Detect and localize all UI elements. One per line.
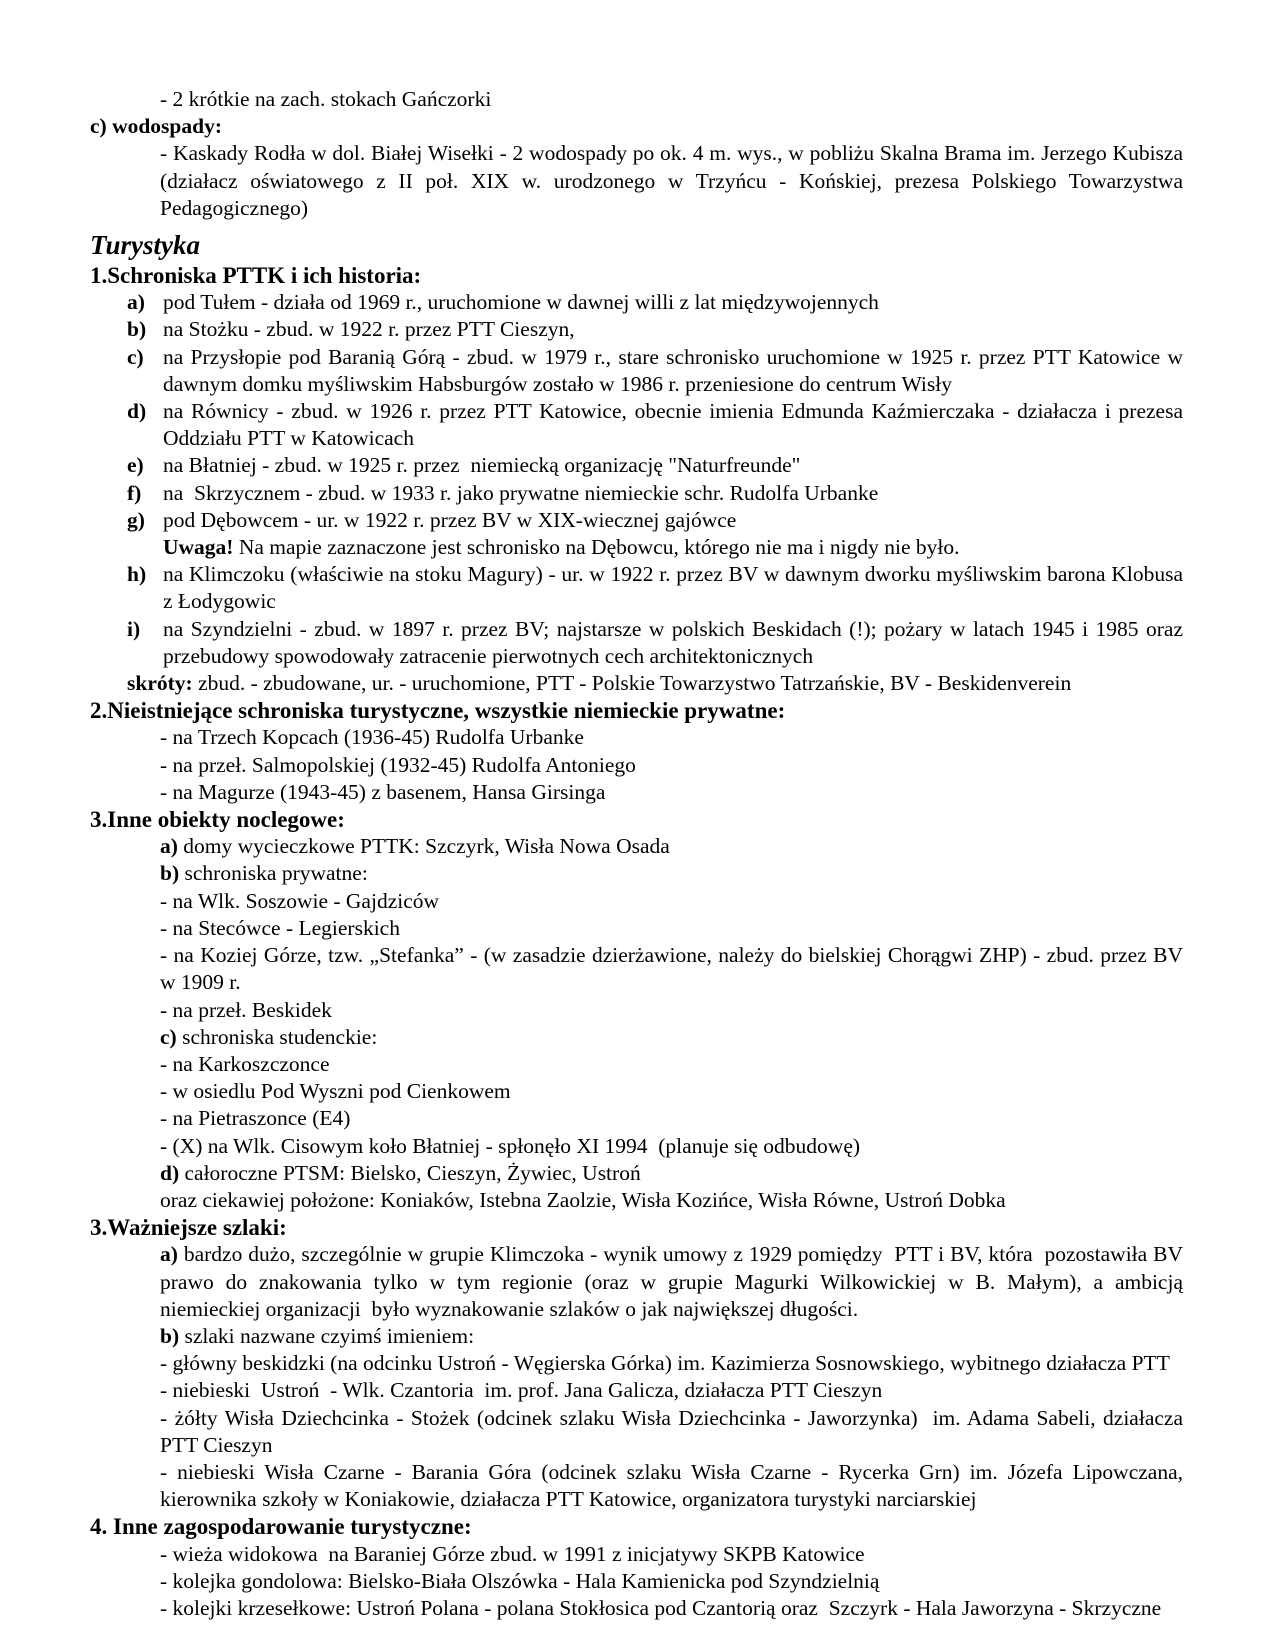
text-line <box>90 616 1189 670</box>
bold-lead: Uwaga! <box>163 535 234 560</box>
text-run: domy wycieczkowe PTTK: Szczyrk, Wisła Nowa Osada <box>177 834 670 859</box>
text-run: oraz ciekawiej położone: Koniaków, Istebna Zaolzie, Wisła Kozińce, Wisła Równe, Ustroń Dobka <box>160 1187 1006 1212</box>
text-line <box>90 942 1189 996</box>
list-marker: d) <box>127 399 147 424</box>
list-marker: g) <box>127 507 145 532</box>
text-run: - niebieski Ustroń - Wlk. Czantoria im. prof. Jana Galicza, działacza PTT Cieszyn <box>160 1378 883 1403</box>
text-run: - na przeł. Salmopolskiej (1932-45) Rudolfa Antoniego <box>160 752 636 777</box>
section-heading <box>90 1214 1183 1241</box>
text-line <box>90 344 1189 398</box>
text-run: c) wodospady: <box>90 114 223 139</box>
text-run: - niebieski Wisła Czarne - Barania Góra (odcinek szlaku Wisła Czarne - Rycerka Grn) im. Józefa Lipowczana, kierownika szkoły w Koniakowie, działacza PTT Katowice, organizatora turystyki narciarskiej <box>160 1459 1189 1512</box>
text-run: Na mapie zaznaczone jest schronisko na Dębowcu, którego nie ma i nigdy nie było. <box>233 535 960 560</box>
text-run: - w osiedlu Pod Wyszni pod Cienkowem <box>160 1079 511 1104</box>
text-run: szlaki nazwane czyimś imieniem: <box>179 1323 475 1348</box>
text-run: - (X) na Wlk. Cisowym koło Błatniej - spłonęło XI 1994 (planuje się odbudowę) <box>160 1133 861 1158</box>
text-run: na Klimczoku (właściwie na stoku Magury) - ur. w 1922 r. przez BV w dawnym dworku myśliwskim barona Klobusa z Łodygowic <box>163 562 1189 614</box>
text-run: - na Karkoszczonce <box>160 1051 330 1076</box>
text-line <box>90 480 1183 507</box>
text-line <box>90 833 1183 860</box>
text-line <box>90 452 1183 479</box>
text-run: na Równicy - zbud. w 1926 r. przez PTT Katowice, obecnie imienia Edmunda Kaźmierczaka - działacza i prezesa Oddziału PTT w Katowicach <box>163 399 1189 451</box>
text-run: pod Dębowcem - ur. w 1922 r. przez BV w XIX-wiecznej gajówce <box>163 507 737 532</box>
text-run: na Stożku - zbud. w 1922 r. przez PTT Cieszyn, <box>163 317 575 342</box>
list-marker: c) <box>127 344 144 369</box>
list-marker: i) <box>127 616 141 641</box>
text-run: - Kaskady Rodła w dol. Białej Wisełki - 2 wodospady po ok. 4 m. wys., w pobliżu Skalna Brama im. Jerzego Kubisza (działacz oświatowego z II poł. XIX w. urodzonego w Trzyńcu - Końskiej, prezesa Polskiego Towarzystwa Pedagogicznego) <box>160 141 1189 220</box>
bold-lead: skróty: <box>127 671 193 696</box>
text-run: - główny beskidzki (na odcinku Ustroń - Węgierska Górka) im. Kazimierza Sosnowskiego, wybitnego działacza PTT <box>160 1351 1170 1376</box>
text-run: pod Tułem - działa od 1969 r., uruchomione w dawnej willi z lat międzywojennych <box>163 290 879 315</box>
text-line <box>90 888 1183 915</box>
text-line <box>90 997 1183 1024</box>
text-line <box>90 724 1183 751</box>
text-run: na Skrzycznem - zbud. w 1933 r. jako prywatne niemieckie schr. Rudolfa Urbanke <box>163 480 879 505</box>
list-marker: e) <box>127 453 144 478</box>
text-run: schroniska studenckie: <box>176 1024 378 1049</box>
text-run: 3.Ważniejsze szlaki: <box>90 1215 287 1241</box>
text-line <box>90 1350 1183 1377</box>
bold-lead: c) <box>160 1024 177 1049</box>
text-run: - żółty Wisła Dziechcinka - Stożek (odcinek szlaku Wisła Dziechcinka - Jaworzynka) im. Adama Sabeli, działacza PTT Cieszyn <box>160 1405 1189 1457</box>
text-run: zbud. - zbudowane, ur. - uruchomione, PTT - Polskie Towarzystwo Tatrzańskie, BV - Beskidenverein <box>192 671 1072 696</box>
text-line <box>90 1187 1183 1214</box>
text-run: - na Wlk. Soszowie - Gajdziców <box>160 888 440 913</box>
list-marker: f) <box>127 480 142 505</box>
text-run: - kolejki krzesełkowe: Ustroń Polana - polana Stokłosica pod Czantorią oraz Szczyrk - Hala Jaworzyna - Skrzyczne <box>160 1595 1162 1620</box>
text-line <box>90 1024 1183 1051</box>
bold-lead: b) <box>160 1323 180 1348</box>
text-line <box>90 1241 1189 1323</box>
text-run: bardzo dużo, szczególnie w grupie Klimczoka - wynik umowy z 1929 pomiędzy PTT i BV, która pozostawiła BV prawo do znakowania tylko w tym regionie (oraz w grupie Magurki Wilkowickiej w B. Małym), a ambicją niemieckiej organizacji było wyznakowanie szlaków o jak największej długości. <box>160 1242 1189 1321</box>
text-line <box>90 1541 1183 1568</box>
text-line <box>90 507 1183 534</box>
text-line <box>90 289 1183 316</box>
text-run: - na Koziej Górze, tzw. „Stefanka” - (w zasadzie dzierżawione, należy do bielskiej Chorągwi ZHP) - zbud. przez BV w 1909 r. <box>160 943 1189 995</box>
text-line <box>90 1377 1183 1404</box>
sub-heading <box>90 113 1183 140</box>
text-run: na Szyndzielni - zbud. w 1897 r. przez BV; najstarsze w polskich Beskidach (!); pożary w latach 1945 i 1985 oraz przebudowy spowodowały zatracenie pierwotnych cech architektonicznych <box>163 616 1189 668</box>
bold-lead: d) <box>160 1160 180 1185</box>
text-run: - na Stecówce - Legierskich <box>160 915 400 940</box>
bold-lead: a) <box>160 834 178 859</box>
text-line <box>90 670 1183 697</box>
text-run: - kolejka gondolowa: Bielsko-Biała Olszówka - Hala Kamienicka pod Szyndzielnią <box>160 1568 880 1593</box>
text-line <box>90 140 1189 222</box>
page-title <box>90 228 1183 262</box>
text-line <box>90 1459 1189 1513</box>
text-line <box>90 1405 1189 1459</box>
text-line <box>90 1160 1183 1187</box>
section-heading <box>90 806 1183 833</box>
text-run: - na Pietraszonce (E4) <box>160 1106 351 1131</box>
text-line <box>90 1568 1183 1595</box>
text-line <box>90 915 1183 942</box>
text-run: - na Trzech Kopcach (1936-45) Rudolfa Urbanke <box>160 725 584 750</box>
text-line <box>90 1323 1183 1350</box>
text-run: 2.Nieistniejące schroniska turystyczne, wszystkie niemieckie prywatne: <box>90 698 786 724</box>
text-line <box>90 86 1183 113</box>
text-line <box>90 1105 1183 1132</box>
bold-lead: b) <box>160 861 180 886</box>
text-line <box>90 534 1183 561</box>
text-run: Turystyka <box>90 230 200 261</box>
text-run: na Przysłopie pod Baranią Górą - zbud. w 1979 r., stare schronisko uruchomione w 1925 r. przez PTT Katowice w dawnym domku myśliwskim Habsburgów zostało w 1986 r. przeniesione do centrum Wisły <box>163 344 1189 396</box>
bold-lead: a) <box>160 1242 178 1267</box>
text-line <box>90 1078 1183 1105</box>
text-run: 3.Inne obiekty noclegowe: <box>90 807 345 833</box>
text-run: 4. Inne zagospodarowanie turystyczne: <box>90 1514 472 1540</box>
text-run: schroniska prywatne: <box>179 861 368 886</box>
text-line <box>90 752 1183 779</box>
text-line <box>90 1595 1183 1622</box>
text-run: - 2 krótkie na zach. stokach Gańczorki <box>160 87 492 111</box>
text-run: - wieża widokowa na Baraniej Górze zbud. w 1991 z inicjatywy SKPB Katowice <box>160 1541 865 1566</box>
text-line <box>90 860 1183 887</box>
list-marker: b) <box>127 317 147 342</box>
text-line <box>90 1051 1183 1078</box>
text-run: - na Magurze (1943-45) z basenem, Hansa Girsinga <box>160 779 606 804</box>
text-run: na Błatniej - zbud. w 1925 r. przez niemiecką organizację "Naturfreunde" <box>163 453 801 478</box>
text-run: 1.Schroniska PTTK i ich historia: <box>90 263 422 289</box>
section-heading <box>90 1513 1183 1540</box>
text-line <box>90 779 1183 806</box>
section-heading <box>90 697 1183 724</box>
text-line <box>90 316 1183 343</box>
text-line <box>90 398 1189 452</box>
list-marker: a) <box>127 290 145 315</box>
text-run: całoroczne PTSM: Bielsko, Cieszyn, Żywiec, Ustroń <box>179 1160 641 1185</box>
list-marker: h) <box>127 562 147 587</box>
text-line <box>90 561 1189 615</box>
text-line <box>90 1133 1183 1160</box>
section-heading <box>90 262 1183 289</box>
text-run: - na przeł. Beskidek <box>160 997 332 1022</box>
